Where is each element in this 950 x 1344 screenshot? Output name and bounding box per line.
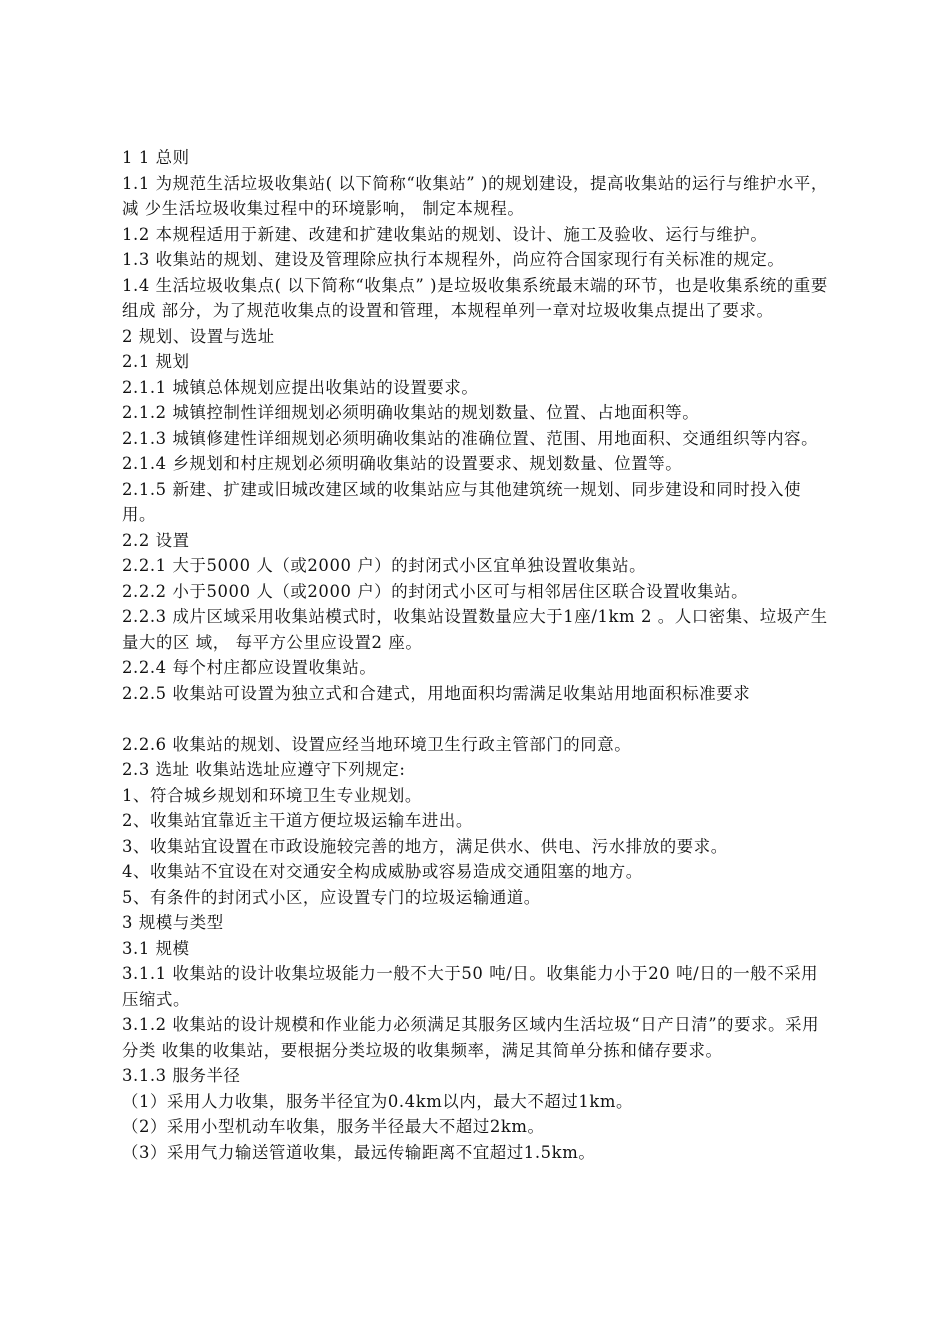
paragraph-2-1-5: 2.1.5 新建、扩建或旧城改建区域的收集站应与其他建筑统一规划、同步建设和同时投入使用。 xyxy=(122,479,802,524)
list-item: 1、符合城乡规划和环境卫生专业规划。 xyxy=(122,785,422,805)
document-body xyxy=(122,145,830,1165)
section-heading: 3 规模与类型 xyxy=(122,913,224,932)
subsection-heading: 2.2 设置 xyxy=(122,530,190,550)
subsection-heading: 2.1 规划 xyxy=(122,352,190,371)
paragraph-1-1: 1.1 为规范生活垃圾收集站( 以下简称“收集站” )的规划建设，提高收集站的运行与维护水平， 减 少生活垃圾收集过程中的环境影响， 制定本规程。 xyxy=(122,173,828,218)
paragraph-3-1-1: 3.1.1 收集站的设计收集垃圾能力一般不大于50 吨/日。收集能力小于20 吨/日的一般不采用压缩式。 xyxy=(122,964,819,1009)
paragraph-2-2-2: 2.2.2 小于5000 人（或2000 户）的封闭式小区可与相邻居住区联合设置收集站。 xyxy=(122,581,749,601)
paragraph-1-2: 1.2 本规程适用于新建、改建和扩建收集站的规划、设计、施工及验收、运行与维护。 xyxy=(122,224,768,244)
list-item: （3）采用气力输送管道收集，最远传输距离不宜超过1.5km。 xyxy=(122,1142,596,1162)
list-item: 5、有条件的封闭式小区，应设置专门的垃圾运输通道。 xyxy=(122,887,541,907)
paragraph-2-2-6: 2.2.6 收集站的规划、设置应经当地环境卫生行政主管部门的同意。 xyxy=(122,734,632,754)
paragraph-2-1-2: 2.1.2 城镇控制性详细规划必须明确收集站的规划数量、位置、占地面积等。 xyxy=(122,403,700,422)
paragraph-2-1-1: 2.1.1 城镇总体规划应提出收集站的设置要求。 xyxy=(122,377,479,397)
paragraph-1-4: 1.4 生活垃圾收集点( 以下简称“收集点” )是垃圾收集系统最末端的环节，也是收集系统的重要组成 部分，为了规范收集点的设置和管理，本规程单列一章对垃圾收集点提出了要求。 xyxy=(122,275,828,320)
list-item: 3、收集站宜设置在市政设施较完善的地方，满足供水、供电、污水排放的要求。 xyxy=(122,836,728,856)
paragraph-2-2-3: 2.2.3 成片区域采用收集站模式时，收集站设置数量应大于1座/1km 2 。人口密集、垃圾产生量大的区 域， 每平方公里应设置2 座。 xyxy=(122,607,828,652)
paragraph-1-3: 1.3 收集站的规划、建设及管理除应执行本规程外，尚应符合国家现行有关标准的规定。 xyxy=(122,250,785,269)
list-item: （2）采用小型机动车收集，服务半径最大不超过2km。 xyxy=(122,1117,545,1136)
paragraph-2-2-4: 2.2.4 每个村庄都应设置收集站。 xyxy=(122,658,377,677)
list-item: 2、收集站宜靠近主干道方便垃圾运输车进出。 xyxy=(122,811,473,830)
paragraph-3-1-2: 3.1.2 收集站的设计规模和作业能力必须满足其服务区域内生活垃圾“日产日清”的要求。采用分类 收集的收集站，要根据分类垃圾的收集频率，满足其简单分拣和储存要求。 xyxy=(122,1015,820,1060)
subsection-heading: 2.3 选址 收集站选址应遵守下列规定: xyxy=(122,760,406,779)
paragraph-2-2-5: 2.2.5 收集站可设置为独立式和合建式，用地面积均需满足收集站用地面积标准要求 xyxy=(122,683,751,703)
section-heading: 1 1 总则 xyxy=(122,148,190,167)
paragraph-2-2-1: 2.2.1 大于5000 人（或2000 户）的封闭式小区宜单独设置收集站。 xyxy=(122,556,647,575)
section-heading: 2 规划、设置与选址 xyxy=(122,326,275,346)
list-item: 4、收集站不宜设在对交通安全构成威胁或容易造成交通阻塞的地方。 xyxy=(122,862,643,881)
subsection-heading: 3.1 规模 xyxy=(122,938,190,958)
list-item: （1）采用人力收集，服务半径宜为0.4km以内，最大不超过1km。 xyxy=(122,1091,634,1111)
paragraph-2-1-3: 2.1.3 城镇修建性详细规划必须明确收集站的准确位置、范围、用地面积、交通组织等内容。 xyxy=(122,428,819,448)
paragraph-3-1-3: 3.1.3 服务半径 xyxy=(122,1066,241,1085)
paragraph-2-1-4: 2.1.4 乡规划和村庄规划必须明确收集站的设置要求、规划数量、位置等。 xyxy=(122,454,683,473)
